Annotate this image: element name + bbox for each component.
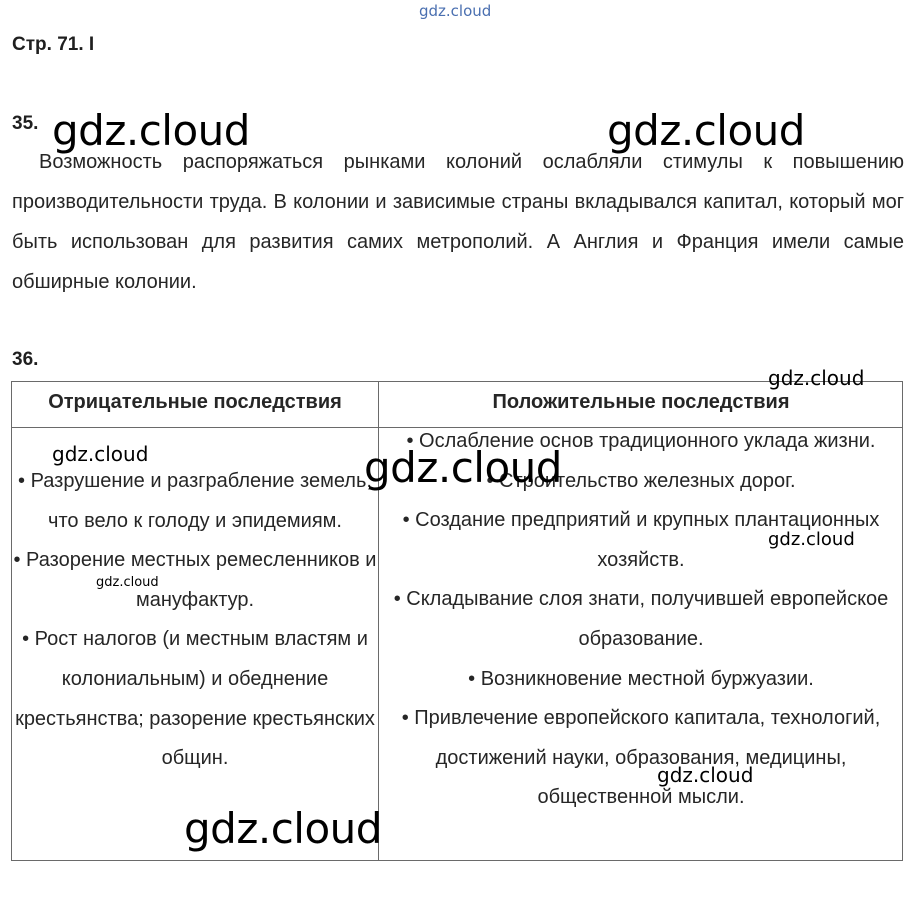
watermark: gdz.cloud	[96, 575, 159, 590]
negative-item: • Разорение местных ремесленников и мануфактур.	[13, 549, 377, 611]
watermark: gdz.cloud	[184, 804, 382, 853]
watermark: gdz.cloud	[607, 106, 805, 155]
question-35-answer: Возможность распоряжаться рынками колоний ослабляли стимулы к повышению производительности труда. В колонии и зависимые страны вкладывался капитал, который мог быть использован для развития самих метрополий. А Англия и Франция имели самые обширные колонии.	[12, 151, 904, 293]
question-35-number: 35.	[12, 113, 39, 134]
watermark: gdz.cloud	[768, 366, 865, 390]
watermark: gdz.cloud	[364, 443, 562, 492]
positive-header: Положительные последствия	[492, 391, 790, 413]
watermark-top: gdz.cloud	[419, 2, 492, 20]
negative-item: • Разрушение и разграбление земель, что вело к голоду и эпидемиям.	[18, 470, 372, 532]
positive-item: • Строительство железных дорог.	[486, 469, 796, 492]
page-title: Стр. 71. I	[12, 34, 95, 55]
watermark: gdz.cloud	[52, 106, 250, 155]
negative-header: Отрицательные последствия	[48, 391, 342, 413]
negative-item: • Рост налогов (и местным властям и колониальным) и обеднение крестьянства; разорение крестьянских общин.	[15, 628, 375, 770]
positive-item: • Ослабление основ традиционного уклада жизни.	[406, 430, 876, 452]
watermark: gdz.cloud	[768, 529, 855, 550]
question-36-number: 36.	[12, 349, 39, 370]
positive-item: • Возникновение местной буржуазии.	[468, 667, 814, 690]
negative-column	[12, 462, 378, 779]
watermark: gdz.cloud	[52, 442, 149, 466]
positive-item: • Создание предприятий и крупных плантационных хозяйств.	[402, 509, 880, 571]
positive-item: • Складывание слоя знати, получившей европейское образование.	[393, 588, 889, 650]
watermark: gdz.cloud	[657, 763, 754, 787]
positive-item: • Привлечение европейского капитала, технологий, достижений науки, образования, медицины, общественной мысли.	[401, 707, 881, 809]
